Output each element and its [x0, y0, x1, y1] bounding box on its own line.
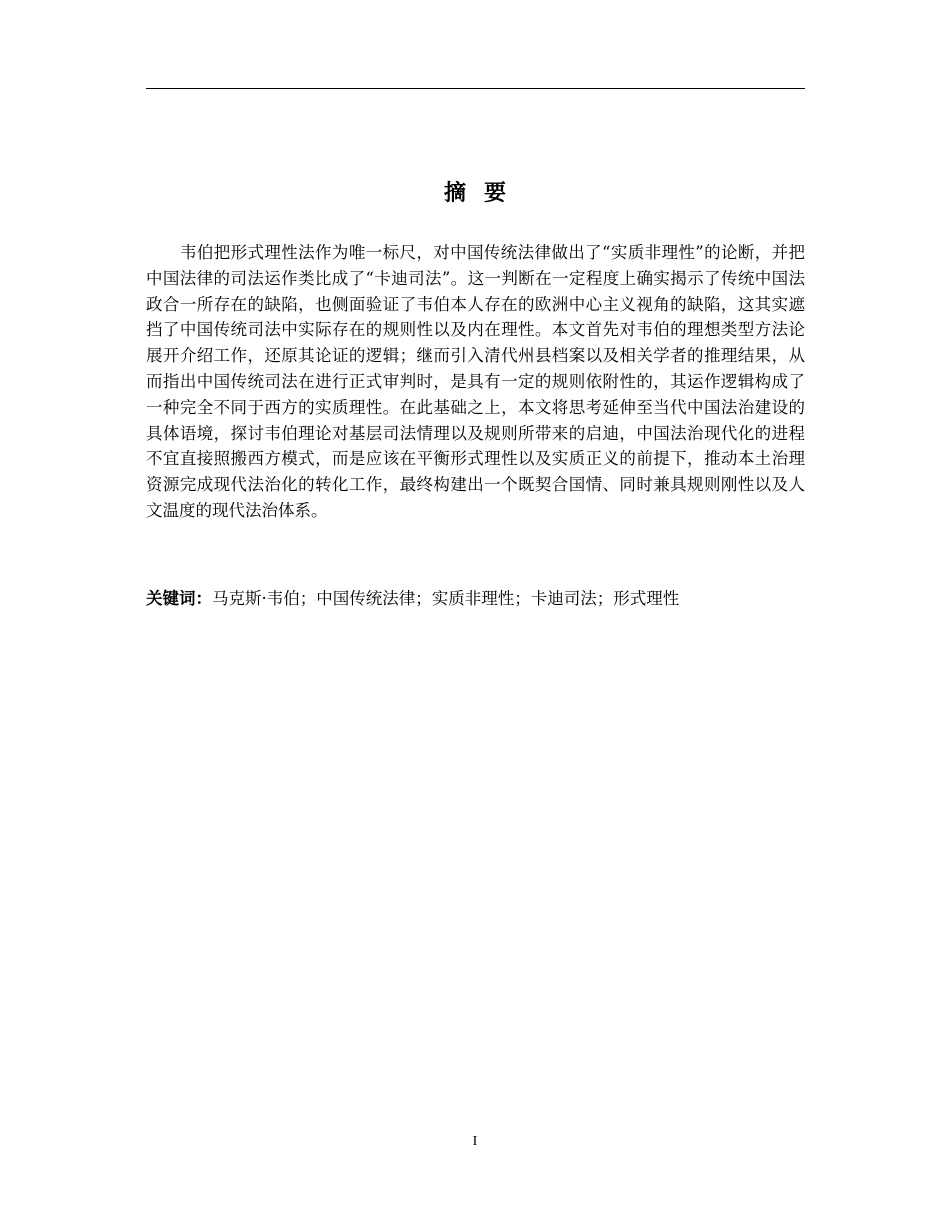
header-rule: [146, 88, 805, 89]
abstract-body: 韦伯把形式理性法作为唯一标尺，对中国传统法律做出了“实质非理性”的论断，并把中国法律的司法运作类比成了“卡迪司法”。这一判断在一定程度上确实揭示了传统中国法政合一所存在的缺陷，也侧面验证了韦伯本人存在的欧洲中心主义视角的缺陷，这其实遮挡了中国传统司法中实际存在的规则性以及内在理性。本文首先对韦伯的理想类型方法论展开介绍工作，还原其论证的逻辑；继而引入清代州县档案以及相关学者的推理结果，从而指出中国传统司法在进行正式审判时，是具有一定的规则依附性的，其运作逻辑构成了一种完全不同于西方的实质理性。在此基础之上，本文将思考延伸至当代中国法治建设的具体语境，探讨韦伯理论对基层司法情理以及规则所带来的启迪，中国法治现代化的进程不宜直接照搬西方模式，而是应该在平衡形式理性以及实质正义的前提下，推动本土治理资源完成现代法治化的转化工作，最终构建出一个既契合国情、同时兼具规则刚性以及人文温度的现代法治体系。: [146, 243, 805, 520]
keywords-label: 关键词：: [146, 589, 212, 608]
abstract-title: 摘要: [443, 181, 524, 206]
keywords-items: 马克斯·韦伯；中国传统法律；实质非理性；卡迪司法；形式理性: [212, 589, 680, 608]
page-number: I: [472, 1134, 478, 1149]
keywords-line: [146, 586, 805, 612]
